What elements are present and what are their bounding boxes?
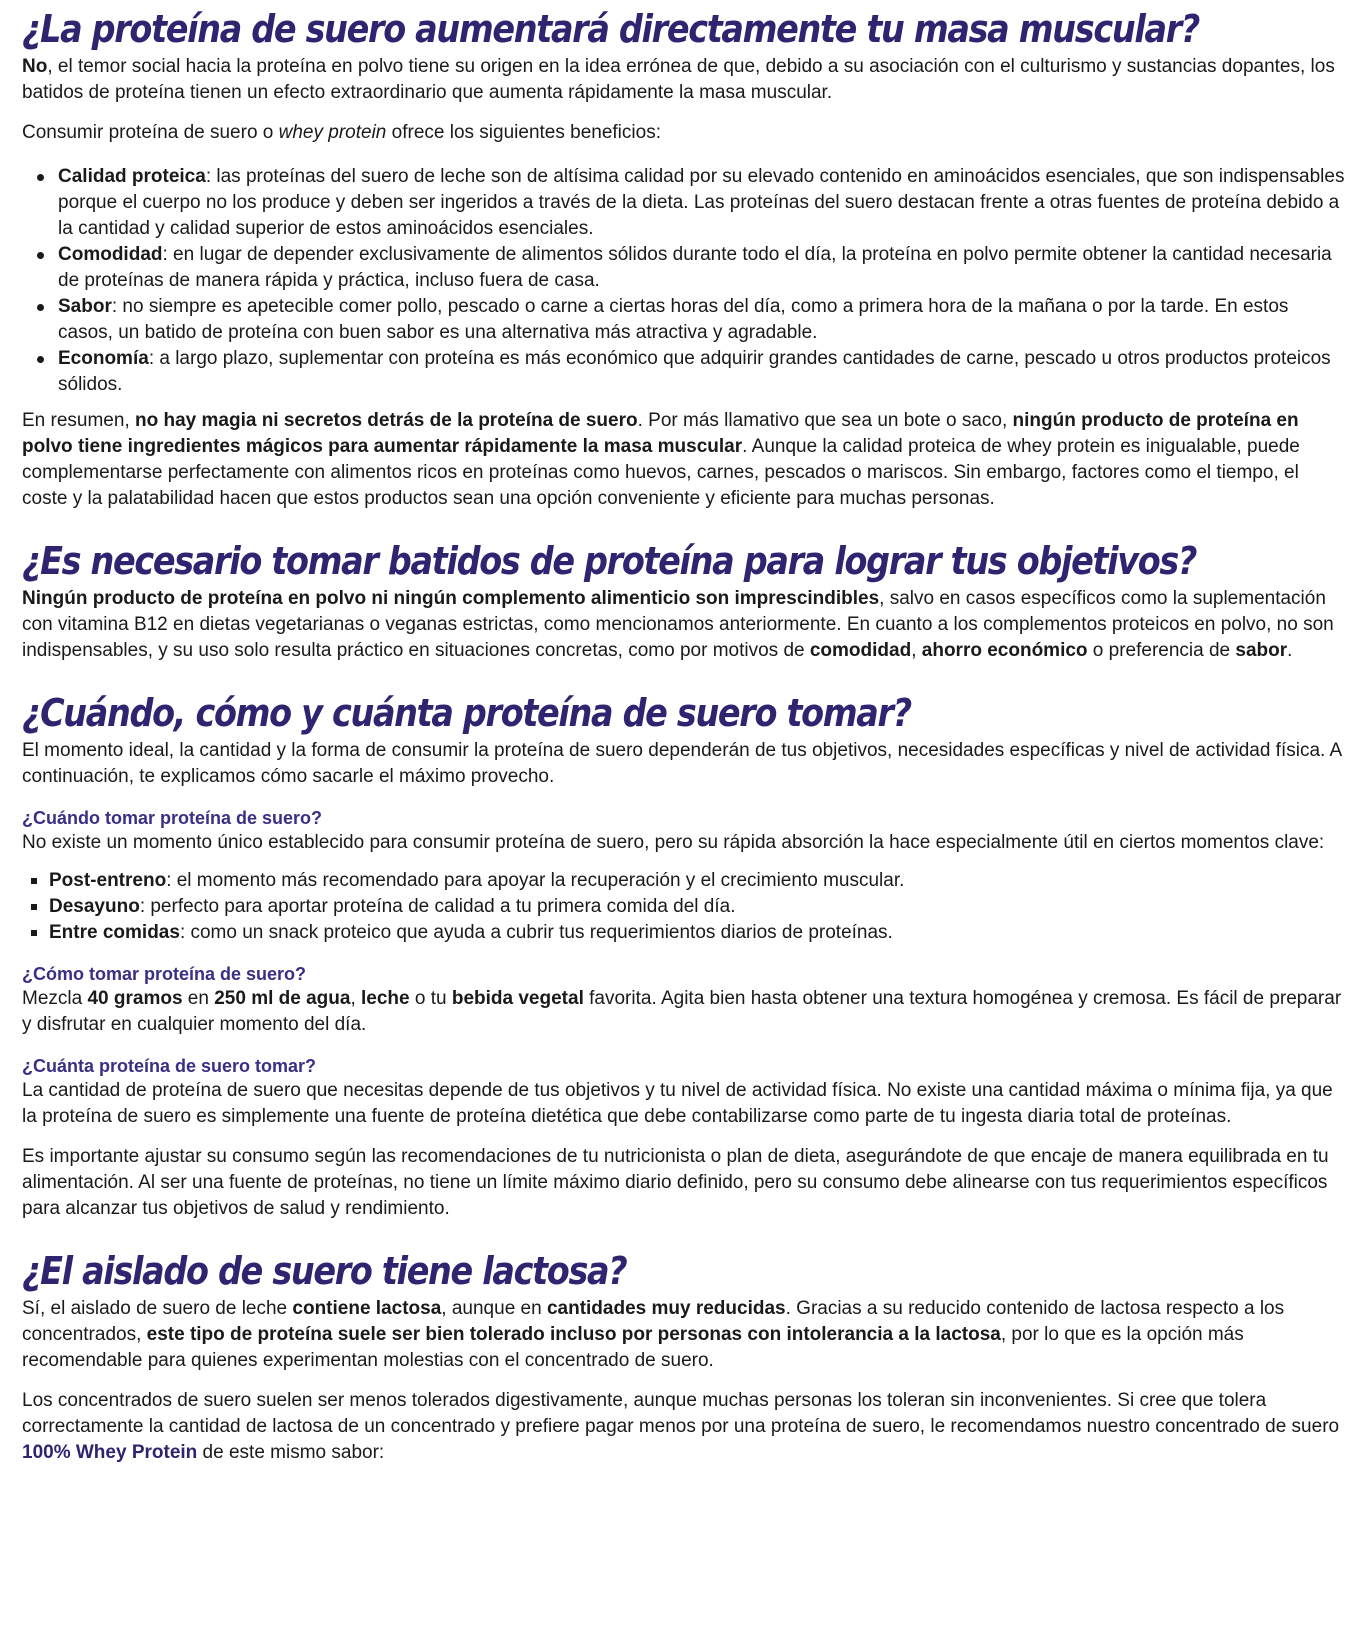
- list-item: [58, 346, 1345, 398]
- list-item: [58, 164, 1345, 242]
- text: de este mismo sabor:: [197, 1442, 385, 1463]
- paragraph: [22, 1296, 1345, 1374]
- bold-text: No: [22, 56, 48, 77]
- text: . Por más llamativo que sea un bote o saco,: [637, 410, 1013, 431]
- paragraph: [22, 1388, 1345, 1466]
- paragraph: [22, 408, 1345, 512]
- benefits-list: [22, 164, 1345, 398]
- list-item-text: : no siempre es apetecible comer pollo, pescado o carne a ciertas horas del día, como a primera hora de la mañana o por la tarde. En estos casos, un batido de proteína con buen sabor es una alternativa más atractiva y agradable.: [58, 296, 1289, 343]
- text: .: [1287, 640, 1293, 661]
- text: , el temor social hacia la proteína en polvo tiene su origen en la idea errónea de que, debido a su asociación con el culturismo y sustancias dopantes, los batidos de proteína tienen un efecto extraordinario que aumenta rápidamente la masa muscular.: [22, 56, 1335, 103]
- list-item: [58, 242, 1345, 294]
- paragraph: El momento ideal, la cantidad y la forma de consumir la proteína de suero dependerán de tus objetivos, necesidades específicas y nivel de actividad física. A continuación, te explicamos cómo sacarle el máximo provecho.: [22, 740, 1342, 787]
- subheading-how-much: ¿Cuánta proteína de suero tomar?: [22, 1056, 317, 1076]
- list-item-term: Comodidad: [58, 244, 163, 265]
- paragraph: No existe un momento único establecido para consumir proteína de suero, pero su rápida absorción la hace especialmente útil en ciertos momentos clave:: [22, 832, 1325, 853]
- bold-text: sabor: [1235, 640, 1288, 661]
- list-item: [49, 920, 1345, 946]
- text: ,: [911, 640, 922, 661]
- paragraph: [22, 586, 1345, 664]
- bold-text: Ningún producto de proteína en polvo ni ningún complemento alimenticio son imprescindibles: [22, 588, 880, 609]
- paragraph: [22, 120, 1345, 146]
- text: . Aunque la calidad proteica de whey protein es inigualable, puede complementarse perfectamente con alimentos ricos en proteínas como huevos, carnes, pescados o mariscos. Sin embargo, factores como el tiempo, el coste y la palatabilidad hacen que estos productos sean una opción conveniente y eficiente para muchas personas.: [22, 436, 1300, 509]
- section-heading-whey-muscle: ¿La proteína de suero aumentará directamente tu masa muscular?: [22, 7, 1199, 51]
- article: [0, 6, 1367, 1466]
- text: o preferencia de: [1087, 640, 1236, 661]
- list-item-text: : como un snack proteico que ayuda a cubrir tus requerimientos diarios de proteínas.: [179, 922, 893, 943]
- paragraph: La cantidad de proteína de suero que necesitas depende de tus objetivos y tu nivel de actividad física. No existe una cantidad máxima o mínima fija, ya que la proteína de suero es simplemente una fuente de proteína dietética que debe contabilizarse como parte de tu ingesta diaria total de proteínas.: [22, 1080, 1333, 1127]
- text: ,: [350, 988, 362, 1009]
- text: o tu: [409, 988, 452, 1009]
- text: ofrece los siguientes beneficios:: [386, 122, 661, 143]
- text: . Gracias a su reducido contenido de lactosa respecto a los concentrados,: [22, 1298, 1285, 1345]
- list-item-text: : las proteínas del suero de leche son de altísima calidad por su elevado contenido en aminoácidos esenciales, que son indispensables porque el cuerpo no los produce y deben ser ingeridos a través de la dieta. Las proteínas del suero destacan frente a otras fuentes de proteína debido a la cantidad y calidad superior de estos aminoácidos esenciales.: [58, 166, 1345, 239]
- section-heading-necessary: ¿Es necesario tomar batidos de proteína para lograr tus objetivos?: [22, 539, 1197, 583]
- bold-text: comodidad: [809, 640, 912, 661]
- bold-text: contiene lactosa: [292, 1298, 442, 1319]
- list-item: [58, 294, 1345, 346]
- bold-text: ningún producto de proteína en polvo tiene ingredientes mágicos para aumentar rápidamente la masa muscular: [22, 410, 1299, 457]
- text: , aunque en: [441, 1298, 547, 1319]
- text: , salvo en casos específicos como la suplementación con vitamina B12 en dietas vegetarianas o veganas estrictas, como mencionamos anteriormente. En cuanto a los complementos proteicos en polvo, no son indispensables, y su uso solo resulta práctico en situaciones concretas, como por motivos de: [22, 588, 1334, 661]
- text: En resumen,: [22, 410, 135, 431]
- whey-protein-link[interactable]: 100% Whey Protein: [22, 1442, 198, 1463]
- bold-text: cantidades muy reducidas: [546, 1298, 786, 1319]
- text: Consumir proteína de suero o: [22, 122, 279, 143]
- text: Sí, el aislado de suero de leche: [22, 1298, 293, 1319]
- text: en: [182, 988, 215, 1009]
- paragraph: [22, 986, 1345, 1038]
- list-item-text: : en lugar de depender exclusivamente de alimentos sólidos durante todo el día, la proteína en polvo permite obtener la cantidad necesaria de proteínas de manera rápida y práctica, incluso fuera de casa.: [58, 244, 1332, 291]
- list-item: [49, 894, 1345, 920]
- list-item-text: : el momento más recomendado para apoyar la recuperación y el crecimiento muscular.: [166, 870, 905, 891]
- subheading-how: ¿Cómo tomar proteína de suero?: [22, 964, 307, 984]
- paragraph: Es importante ajustar su consumo según las recomendaciones de tu nutricionista o plan de dieta, asegurándote de que encaje de manera equilibrada en tu alimentación. Al ser una fuente de proteínas, no tiene un límite máximo diario definido, pero su consumo debe alinearse con tus requerimientos específicos para alcanzar tus objetivos de salud y rendimiento.: [22, 1146, 1329, 1219]
- list-item-term: Calidad proteica: [58, 166, 206, 187]
- list-item-term: Economía: [58, 348, 149, 369]
- bold-text: ahorro económico: [921, 640, 1088, 661]
- text: favorita. Agita bien hasta obtener una textura homogénea y cremosa. Es fácil de preparar y disfrutar en cualquier momento del día.: [22, 988, 1342, 1035]
- list-item-text: : a largo plazo, suplementar con proteína es más económico que adquirir grandes cantidades de carne, pescado u otros productos proteicos sólidos.: [58, 348, 1331, 395]
- bold-text: 40 gramos: [87, 988, 183, 1009]
- bold-text: bebida vegetal: [451, 988, 584, 1009]
- text: , por lo que es la opción más recomendable para quienes experimentan molestias con el concentrado de suero.: [22, 1324, 1244, 1371]
- subheading-when: ¿Cuándo tomar proteína de suero?: [22, 808, 323, 828]
- section-heading-lactose: ¿El aislado de suero tiene lactosa?: [22, 1249, 627, 1293]
- italic-text: whey protein: [278, 122, 387, 143]
- list-item-term: Entre comidas: [49, 922, 180, 943]
- text: Mezcla: [22, 988, 88, 1009]
- bold-text: este tipo de proteína suele ser bien tolerado incluso por personas con intolerancia a la lactosa: [146, 1324, 1001, 1345]
- list-item-term: Post-entreno: [49, 870, 167, 891]
- list-item: [49, 868, 1345, 894]
- list-item-term: Sabor: [58, 296, 112, 317]
- list-item-term: Desayuno: [49, 896, 140, 917]
- bold-text: 250 ml de agua: [214, 988, 351, 1009]
- paragraph: [22, 54, 1345, 106]
- bold-text: leche: [361, 988, 410, 1009]
- section-heading-when-how-much: ¿Cuándo, cómo y cuánta proteína de suero tomar?: [22, 691, 911, 735]
- bold-text: no hay magia ni secretos detrás de la proteína de suero: [135, 410, 638, 431]
- moments-list: [22, 868, 1345, 946]
- text: Los concentrados de suero suelen ser menos tolerados digestivamente, aunque muchas personas los toleran sin inconvenientes. Si cree que tolera correctamente la cantidad de lactosa de un concentrado y prefiere pagar menos por una proteína de suero, le recomendamos nuestro concentrado de suero: [22, 1390, 1340, 1437]
- list-item-text: : perfecto para aportar proteína de calidad a tu primera comida del día.: [139, 896, 736, 917]
